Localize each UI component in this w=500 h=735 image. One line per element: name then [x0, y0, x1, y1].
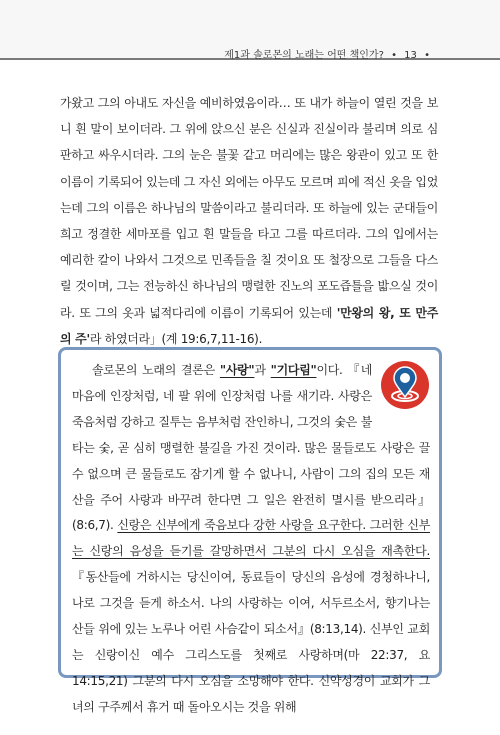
main-body [60, 90, 438, 352]
separator-dot: • [391, 50, 397, 61]
box-text [72, 358, 430, 721]
paragraph-text: 가왔고 그의 아내도 자신을 예비하였음이라… 또 내가 하늘이 열린 것을 보니 흰 말이 보이더라. 그 위에 앉으신 분은 신실과 진실이라 불리며 의로 심판하고 싸우시더라. 그의 눈은 불꽃 같고 머리에는 많은 왕관이 있고 또 한 이름이 기록되어 있는데 그 자신 외에는 아무도 모르며 피에 적신 옷을 입었는데 그의 이름은 하나님의 말씀이라고 불리더라. 또 하늘에 있는 군대들이 희고 정결한 세마포를 입고 흰 말들을 타고 그를 따르더라. 그의 입에서는 예리한 칼이 나와서 그것으로 민족들을 칠 것이요 또 철장으로 그들을 다스릴 것이며, 그는 전능하신 하나님의 맹렬한 진노의 포도즙틀을 밟으실 것이라. 또 그의 옷과 넓적다리에 이름이 기록되어 있는데 [60, 96, 438, 320]
keyword-love: "사랑" [219, 363, 255, 377]
bold-title: '만왕의 왕, 또 만주의 주' [60, 305, 439, 346]
scripture-paragraph [60, 90, 438, 352]
underlined-sentence: 신랑은 신부에게 죽음보다 강한 사랑을 요구한다. 그러한 신부는 신랑의 음성을 듣기를 갈망하면서 그분의 다시 오심을 재촉한다. [72, 518, 430, 559]
page-number: 13 [404, 50, 417, 61]
paragraph-text-end: 라 하였더라」(계 19:6,7,11-16). [89, 331, 263, 346]
box-paragraph: 솔로몬의 노래의 결론은 "사랑"과 "기다림"이다. 『네 마음에 인장처럼, 네 팔 위에 인장처럼 나를 새기라. 사랑은 죽음처럼 강하고 질투는 음부처럼 잔인하니, 그것의 숯은 불타는 숯, 곧 심히 맹렬한 불길을 가진 것이라. 많은 물들로도 사랑은 끌 수 없으며 큰 물들로도 잠기게 할 수 없나니, 사람이 그의 집의 모든 재산을 주어 사랑과 바꾸려 한다면 그 일은 완전히 멸시를 받으리라』(8:6,7). 신랑은 신부에게 죽음보다 강한 사랑을 요구한다. 그러한 신부는 신랑의 음성을 듣기를 갈망하면서 그분의 다시 오심을 재촉한다. 『동산들에 거하시는 당신이여, 동료들이 당신의 음성에 경청하나니, 나로 그것을 듣게 하소서. 나의 사랑하는 이여, 서두르소서, 향기나는 산들 위에 있는 노루나 어린 사슴같이 되소서』(8:13,14). 신부인 교회는 신랑이신 예수 그리스도를 첫째로 사랑하며(마 22:37, 요 14:15,21) 그분의 다시 오심을 소망해야 한다. 신약성경이 교회가 그녀의 구주께서 휴거 때 돌아오시는 것을 위해 [72, 363, 430, 714]
page-header [0, 0, 500, 60]
keyword-waiting: "기다림" [270, 363, 317, 377]
separator-dot: • [424, 50, 430, 61]
conclusion-box [58, 347, 442, 714]
running-header [224, 46, 434, 61]
chapter-title: 제1과 솔로몬의 노래는 어떤 책인가? [224, 50, 384, 61]
